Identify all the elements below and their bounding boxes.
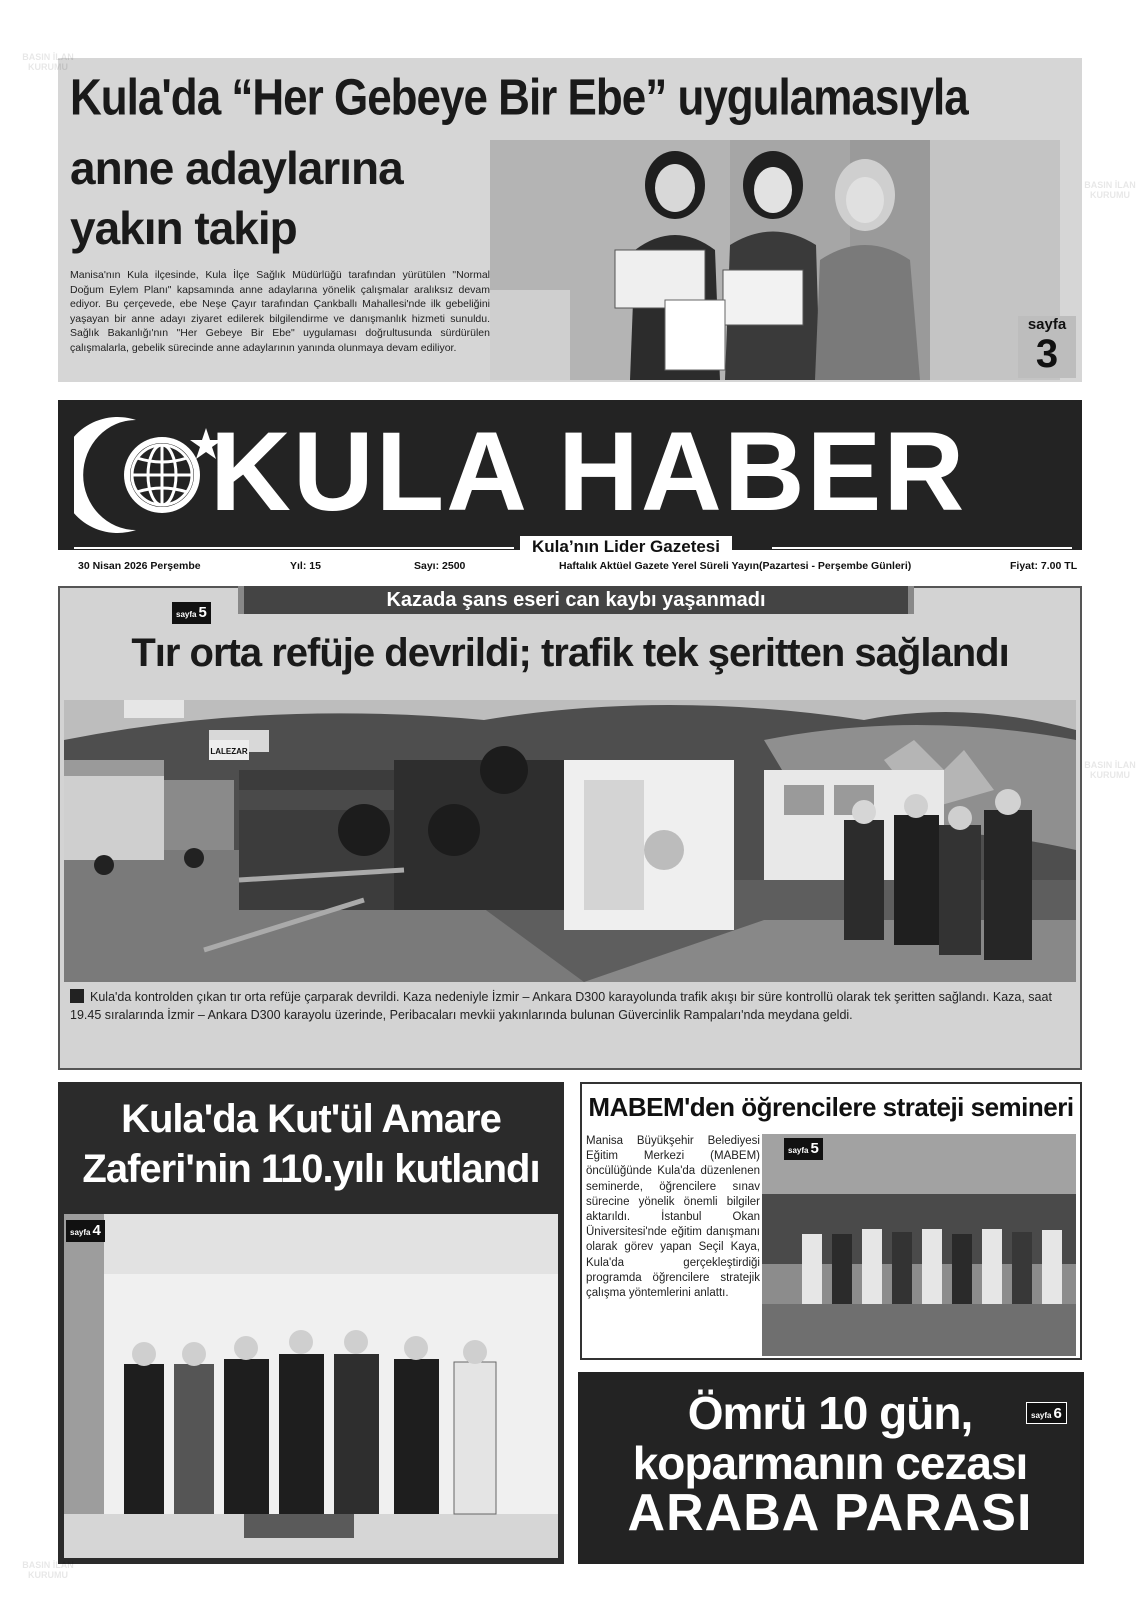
- middle-story-headline[interactable]: Tır orta refüje devrildi; trafik tek şeritten sağlandı: [131, 631, 1009, 675]
- bottom-left-headline-line1: Kula'da Kut'ül Amare: [121, 1097, 501, 1141]
- top-story-body: Manisa'nın Kula ilçesinde, Kula İlçe Sağlık Müdürlüğü tarafından yürütülen "Normal Doğum Eylem Planı" kapsamında anne adaylarına yönelik çalışmalar aralıksız devam ediyor. Bu çerçevede, ebe Neşe Çayır tarafından Çankballı Mahallesi'nde ilk gebeliğini yaşayan bir anne adayı ziyaret edilerek bilgilendirme ve danışmanlık hizmeti sunuldu. Sağlık Bakanlığı'nın "Her Gebeye Bir Ebe" uygulaması doğrultusunda sürdürülen çalışmalarla, gebelik sürecinde anne adaylarının yanında olunmaya devam ediliyor.: [70, 269, 490, 354]
- watermark: BASIN İLAN KURUMU: [22, 52, 74, 72]
- page-ref-label: sayfa: [788, 1146, 809, 1155]
- seminar-group-photo: [762, 1134, 1076, 1356]
- bottom-right-page-ref[interactable]: [784, 1138, 823, 1160]
- top-story-photo[interactable]: [490, 140, 1060, 380]
- masthead-tagline: Kula’nın Lider Gazetesi: [520, 536, 732, 558]
- ceremony-photo: [64, 1214, 558, 1558]
- page-ref-label: sayfa: [1031, 1411, 1052, 1420]
- overturned-truck-photo: [64, 700, 1076, 982]
- page-badge-label: sayfa: [1027, 316, 1067, 333]
- bottom-right-2-page-ref[interactable]: [1026, 1402, 1067, 1424]
- page-badge-number: 3: [1035, 332, 1059, 376]
- bottom-right-2-line3: ARABA PARASI: [627, 1484, 1033, 1542]
- bottom-right-2-line2: koparmanın cezası: [632, 1437, 1028, 1489]
- middle-story-caption-text: Kula'da kontrolden çıkan tır orta refüje çarparak devrildi. Kaza nedeniyle İzmir – Ankara D300 karayolunda trafik akışı bir süre kontrollü olarak tek şeritten sağlandı. Kaza, saat 19.45 sıralarında İzmir – Ankara D300 karayolu üzerinde, Peribacaları mevkii yakınlarında bulunan Güvercinlik Rampaları'nda meydana geldi.: [70, 990, 1052, 1022]
- top-story-headline-line1[interactable]: Kula'da “Her Gebeye Bir Ebe” uygulamasıyla: [70, 69, 968, 126]
- bottom-right-body: Manisa Büyükşehir Belediyesi Eğitim Merkezi (MABEM) öncülüğünde Kula'da düzenlenen seminerde, öğrencilere sınav sürecine yönelik önemli bilgiler aktarıldı. İstanbul Okan Üniversitesi'nde eğitim danışmanı olarak görev yapan Seçil Kaya, Kula'da gerçekleştirdiği programda öğrencilere stratejik çalışma yöntemlerini anlattı.: [586, 1135, 760, 1300]
- issue-frequency: Haftalık Aktüel Gazete Yerel Süreli Yayın(Pazartesi - Perşembe Günleri): [559, 560, 912, 572]
- watermark: BASIN İLAN KURUMU: [1084, 760, 1136, 780]
- issue-price: Fiyat: 7.00 TL: [1010, 560, 1078, 572]
- roadside-sign-text: LALEZAR: [210, 747, 248, 756]
- middle-story-kicker: Kazada şans eseri can kaybı yaşanmadı: [238, 586, 914, 614]
- bottom-left-photo[interactable]: [64, 1214, 558, 1558]
- bottom-left-headline-line2: Zaferi'nin 110.yılı kutlandı: [82, 1147, 540, 1191]
- middle-story-photo[interactable]: [64, 700, 1076, 982]
- bottom-right-headline[interactable]: MABEM'den öğrencilere strateji semineri: [588, 1092, 1074, 1122]
- page-ref-label: sayfa: [70, 1228, 91, 1237]
- masthead-rule-right: [772, 547, 1072, 549]
- issue-year: Yıl: 15: [290, 560, 321, 572]
- issue-info-bar: [78, 558, 1078, 574]
- page-ref-number: 6: [1053, 1405, 1062, 1422]
- page-ref-number: 5: [198, 604, 207, 621]
- bottom-left-headline[interactable]: [60, 1094, 562, 1194]
- page-ref-label: sayfa: [176, 610, 197, 619]
- middle-story-caption: [70, 988, 1070, 1024]
- masthead-title[interactable]: KULA HABER: [210, 409, 967, 534]
- middle-story-page-ref[interactable]: [172, 602, 211, 624]
- masthead-rule-left: [74, 547, 514, 549]
- caption-bullet-icon: [70, 989, 84, 1003]
- top-story-page-badge[interactable]: [1018, 316, 1076, 378]
- bottom-right-2-headline[interactable]: [580, 1387, 1080, 1542]
- newspaper-logo-icon[interactable]: [74, 410, 224, 540]
- top-story-headline-line2[interactable]: anne adaylarına yakın takip: [70, 142, 403, 254]
- issue-date: 30 Nisan 2026 Perşembe: [78, 560, 201, 572]
- watermark: BASIN İLAN KURUMU: [22, 1560, 74, 1580]
- page-ref-number: 5: [810, 1140, 819, 1157]
- bottom-right-2-line1: Ömrü 10 gün,: [687, 1387, 973, 1439]
- bottom-left-page-ref[interactable]: [66, 1220, 105, 1242]
- bottom-right-photo[interactable]: [762, 1134, 1076, 1356]
- page-ref-number: 4: [92, 1222, 101, 1239]
- watermark: BASIN İLAN KURUMU: [1084, 180, 1136, 200]
- midwife-visit-photo: [490, 140, 1060, 380]
- issue-number: Sayı: 2500: [414, 560, 466, 572]
